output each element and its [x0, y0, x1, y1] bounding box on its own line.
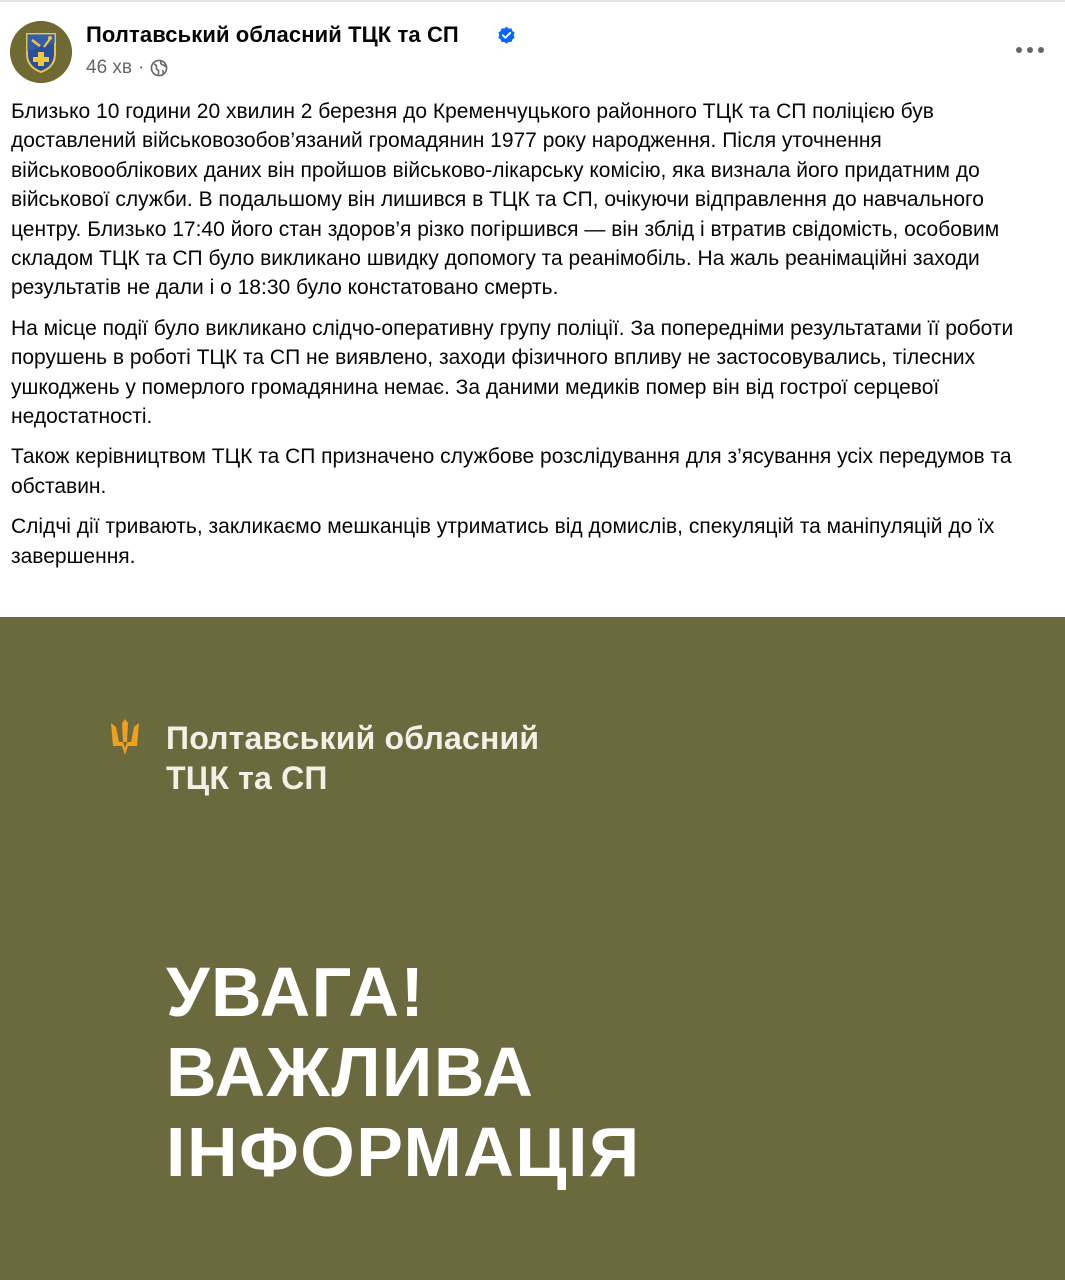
- post-paragraph: Також керівництвом ТЦК та СП призначено службове розслідування для з’ясування усіх передумов та обставин.: [11, 445, 1012, 498]
- post-header: [0, 0, 1065, 96]
- coat-of-arms-emblem: [10, 21, 72, 83]
- post-paragraph: Близько 10 години 20 хвилин 2 березня до Кременчуцького районного ТЦК та СП поліцією був доставлений військовозобов’язаний громадянин 1977 року народження. Після уточнення військовооблікових даних він пройшов військово-лікарську комісію, яка визнала його придатним до військової служби. В подальшому він лишився в ТЦК та СП, очікуючи відправлення до навчального центру. Близько 17:40 його стан здоров’я різко погіршився — він зблід і втратив свідомість, особовим складом ТЦК та СП було викликано швидку допомогу та реанімобіль. На жаль реанімаційні заходи результатів не дали і о 18:30 було констатовано смерть.: [11, 100, 1000, 300]
- post-paragraph: На місце події було викликано слідчо-оперативну групу поліції. За попередніми результатами її роботи порушень в роботі ТЦК та СП не виявлено, заходи фізичного впливу не застосовувались, тілесних ушкоджень у померлого громадянина немає. За даними медиків помер він від гострої серцевої недостатності.: [11, 316, 1014, 429]
- post-time[interactable]: 46 хв: [86, 57, 133, 78]
- banner-brand-line: ТЦК та СП: [166, 760, 328, 796]
- banner-headline: [166, 952, 641, 1192]
- headline-line: УВАГА!: [166, 953, 426, 1031]
- page-name[interactable]: Полтавський обласний ТЦК та СП: [86, 22, 459, 47]
- meta-separator: ·: [138, 57, 145, 78]
- post-paragraph: Слідчі дії тривають, закликаємо мешканців утриматись від домислів, спекуляцій та маніпуляцій до їх завершення.: [11, 515, 995, 568]
- verified-badge-icon: [497, 26, 516, 45]
- banner-brand-line: Полтавський обласний: [166, 720, 540, 756]
- post-body: [11, 97, 1059, 582]
- globe-icon[interactable]: [150, 59, 168, 77]
- headline-line: ВАЖЛИВА: [166, 1033, 535, 1111]
- page-avatar[interactable]: [10, 21, 72, 83]
- banner-brand: [166, 718, 539, 798]
- more-options-icon: [1015, 46, 1045, 54]
- headline-line: ІНФОРМАЦІЯ: [166, 1113, 641, 1191]
- more-options-button[interactable]: [1010, 36, 1050, 64]
- post-meta: [86, 57, 168, 79]
- trident-icon: [110, 718, 140, 756]
